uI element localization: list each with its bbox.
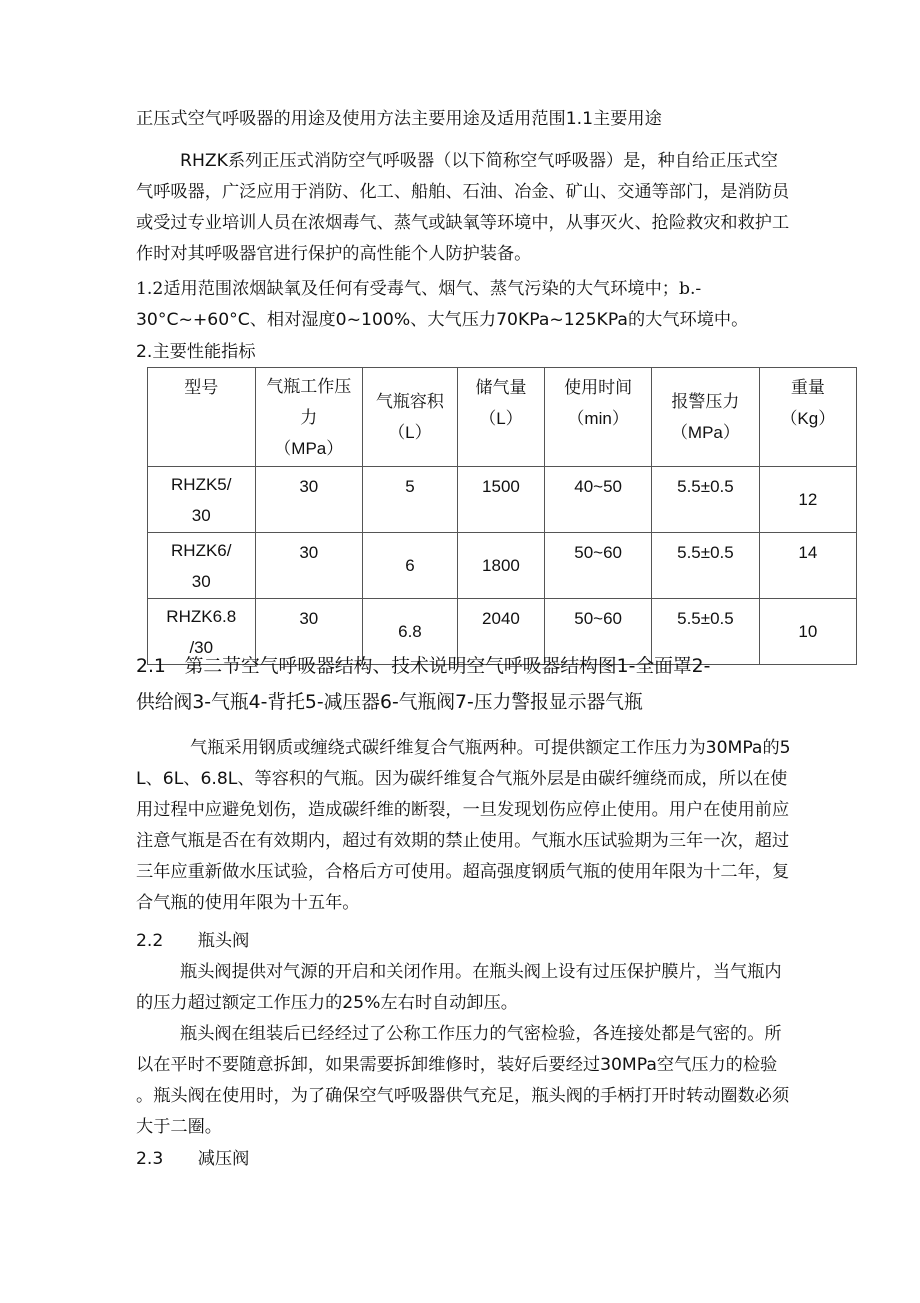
cell-alarm: 5.5±0.5 xyxy=(652,467,759,533)
cell-volume: 6 xyxy=(363,533,458,599)
cylinder-para-line: 合气瓶的使用年限为十五年。 xyxy=(136,893,360,913)
header-storage: 储气量 （L） xyxy=(457,368,544,467)
table-row xyxy=(148,467,857,533)
section-2-3-heading: 2.3 减压阀 xyxy=(136,1149,250,1169)
intro-line: RHZK系列正压式消防空气呼吸器（以下简称空气呼吸器）是，种自给正压式空 xyxy=(180,151,778,171)
valve-para2-line: 瓶头阀在组装后已经经过了公称工作压力的气密检验，各连接处都是气密的。所 xyxy=(180,1024,782,1044)
cylinder-para-line: 注意气瓶是否在有效期内，超过有效期的禁止使用。气瓶水压试验期为三年一次，超过 xyxy=(136,831,790,851)
section-2-1-line: 2.1 第二节空气呼吸器结构、技术说明空气呼吸器结构图1-全面罩2- xyxy=(136,656,711,677)
table-row xyxy=(148,533,857,599)
document-title: 正压式空气呼吸器的用途及使用方法主要用途及适用范围1.1主要用途 xyxy=(136,109,662,129)
cell-alarm: 5.5±0.5 xyxy=(652,599,759,665)
cell-time: 40~50 xyxy=(545,467,652,533)
valve-para2-line: 大于二圈。 xyxy=(136,1117,222,1137)
spec-table xyxy=(147,367,857,665)
header-model: 型号 xyxy=(148,368,256,467)
intro-line: 或受过专业培训人员在浓烟毒气、蒸气或缺氧等环境中，从事灭火、抢险救灾和救护工 xyxy=(136,213,790,233)
cell-model: RHZK6/ 30 xyxy=(148,533,256,599)
cell-model: RHZK5/ 30 xyxy=(148,467,256,533)
table-row xyxy=(148,599,857,665)
header-weight: 重量 （Kg） xyxy=(759,368,856,467)
intro-line: 气呼吸器，广泛应用于消防、化工、船舶、石油、冶金、矿山、交通等部门，是消防员 xyxy=(136,182,790,202)
valve-para2-line: 以在平时不要随意拆卸，如果需要拆卸维修时，装好后要经过30MPa空气压力的检验 xyxy=(136,1055,778,1075)
cell-work-pressure: 30 xyxy=(255,533,362,599)
valve-para1-line: 的压力超过额定工作压力的25%左右时自动卸压。 xyxy=(136,993,518,1013)
section-2-2-heading: 2.2 瓶头阀 xyxy=(136,931,250,951)
cylinder-para-line: 三年应重新做水压试验，合格后方可使用。超高强度钢质气瓶的使用年限为十二年，复 xyxy=(136,862,790,882)
cell-alarm: 5.5±0.5 xyxy=(652,533,759,599)
cell-work-pressure: 30 xyxy=(255,599,362,665)
cylinder-para-line: L、6L、6.8L、等容积的气瓶。因为碳纤维复合气瓶外层是由碳纤缠绕而成，所以在使 xyxy=(136,769,788,789)
valve-para2-line: 。瓶头阀在使用时，为了确保空气呼吸器供气充足，瓶头阀的手柄打开时转动圈数必须 xyxy=(136,1086,790,1106)
valve-para1-line: 瓶头阀提供对气源的开启和关闭作用。在瓶头阀上设有过压保护膜片，当气瓶内 xyxy=(180,962,782,982)
header-time: 使用时间 （min） xyxy=(545,368,652,467)
header-alarm: 报警压力 （MPa） xyxy=(652,368,759,467)
cell-storage: 1500 xyxy=(457,467,544,533)
cell-model: RHZK6.8 /30 xyxy=(148,599,256,665)
cell-time: 50~60 xyxy=(545,599,652,665)
cell-weight: 10 xyxy=(759,599,856,665)
scope-line: 30°C~+60°C、相对湿度0~100%、大气压力70KPa~125KPa的大气环境中。 xyxy=(136,310,749,330)
cell-time: 50~60 xyxy=(545,533,652,599)
intro-line: 作时对其呼吸器官进行保护的高性能个人防护装备。 xyxy=(136,244,532,264)
cell-storage: 1800 xyxy=(457,533,544,599)
cell-storage: 2040 xyxy=(457,599,544,665)
cell-volume: 5 xyxy=(363,467,458,533)
table-header-row xyxy=(148,368,857,467)
header-work-pressure: 气瓶工作压 力 （MPa） xyxy=(255,368,362,467)
cell-weight: 12 xyxy=(759,467,856,533)
performance-heading: 2.主要性能指标 xyxy=(136,342,256,362)
cell-work-pressure: 30 xyxy=(255,467,362,533)
cell-volume: 6.8 xyxy=(363,599,458,665)
cell-weight: 14 xyxy=(759,533,856,599)
cylinder-para-line: 气瓶采用钢质或缠绕式碳纤维复合气瓶两种。可提供额定工作压力为30MPa的5 xyxy=(190,738,791,758)
header-volume: 气瓶容积 （L） xyxy=(363,368,458,467)
cylinder-para-line: 用过程中应避免划伤，造成碳纤维的断裂，一旦发现划伤应停止使用。用户在使用前应 xyxy=(136,800,790,820)
section-2-1-line: 供给阀3-气瓶4-背托5-减压器6-气瓶阀7-压力警报显示器气瓶 xyxy=(136,692,643,713)
scope-line: 1.2适用范围浓烟缺氧及任何有受毒气、烟气、蒸气污染的大气环境中；b.- xyxy=(136,279,702,299)
